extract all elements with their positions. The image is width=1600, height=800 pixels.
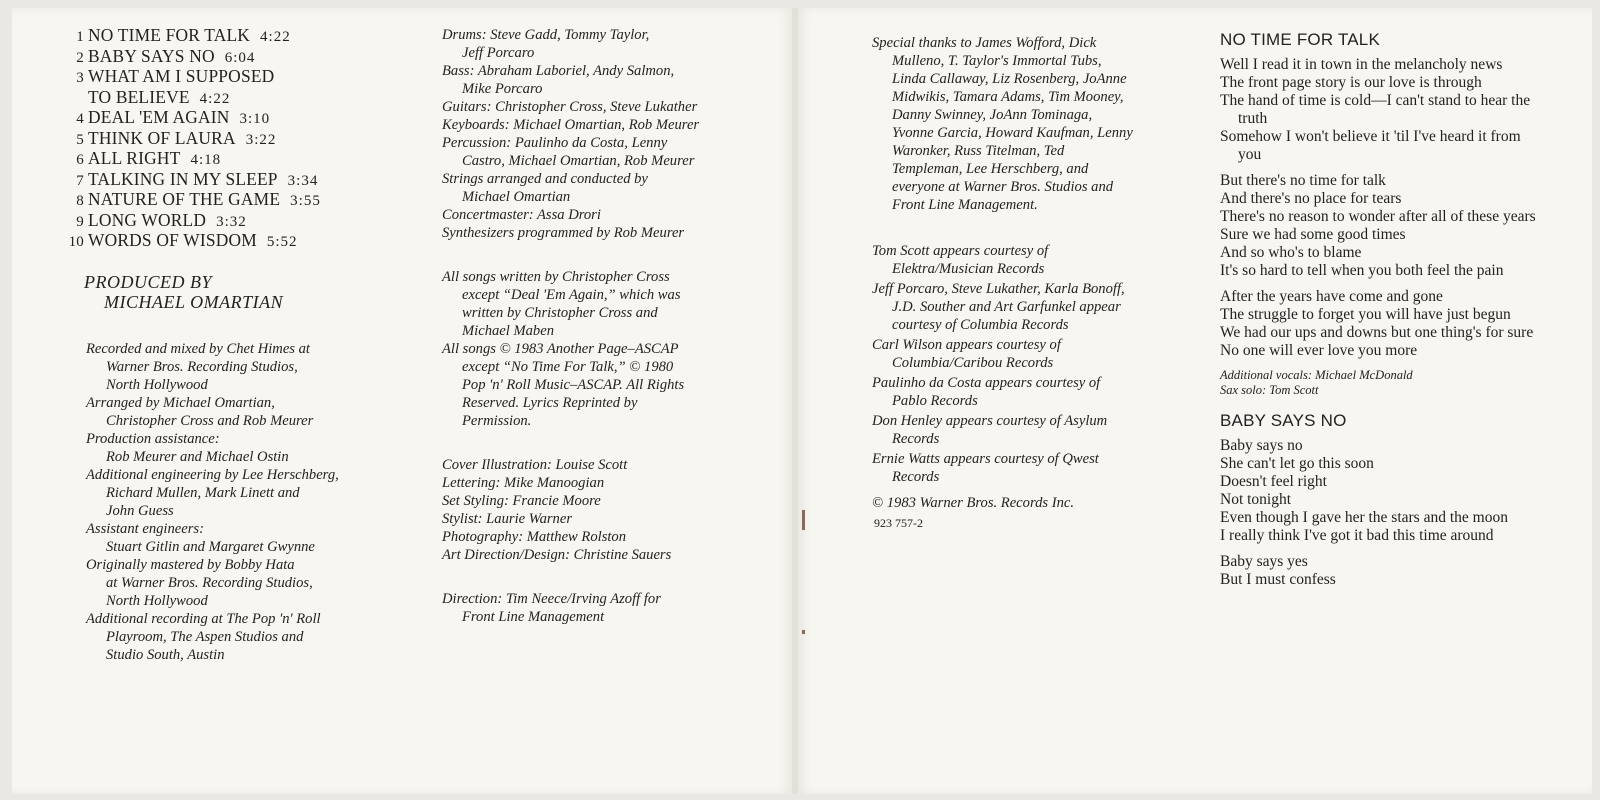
credit-line: Art Direction/Design: Christine Sauers [442, 547, 672, 563]
courtesy-credits [872, 242, 1202, 486]
credit-line: Lettering: Mike Manoogian [442, 475, 605, 491]
credit-line: Elektra/Musician Records [892, 261, 1045, 277]
credit-line: Guitars: Christopher Cross, Steve Lukather [442, 99, 698, 115]
track-time: 4:22 [260, 29, 291, 45]
lyric-line: The hand of time is cold—I can't stand to hear the truth [1220, 92, 1531, 127]
track-title: TO BELIEVE [88, 86, 190, 107]
track-number: 9 [76, 213, 84, 230]
credit-line: Stylist: Laurie Warner [442, 511, 572, 527]
credit-line: Warner Bros. Recording Studios, [106, 359, 298, 375]
track-title: DEAL 'EM AGAIN [88, 107, 230, 127]
credit-line: Direction: Tim Neece/Irving Azoff for [442, 591, 661, 607]
lyric-line: Baby says no [1220, 437, 1303, 454]
credit-line: Don Henley appears courtesy of Asylum [872, 413, 1108, 429]
credit-line: Additional recording at The Pop 'n' Roll [86, 611, 321, 627]
credit-line: Photography: Matthew Rolston [442, 529, 627, 545]
credit-line: All songs written by Christopher Cross [442, 269, 670, 285]
credit-line: Rob Meurer and Michael Ostin [106, 449, 289, 465]
song-title-baby-says-no: BABY SAYS NO [1220, 411, 1347, 430]
credit-line: Jeff Porcaro, Steve Lukather, Karla Bonoff, [872, 281, 1125, 297]
track-row [56, 67, 396, 88]
credit-line: Originally mastered by Bobby Hata [86, 557, 295, 573]
credit-line: Yvonne Garcia, Howard Kaufman, Lenny [892, 125, 1133, 141]
lyric-line: I really think I've got it bad this time around [1220, 527, 1494, 544]
song-credit-line: Additional vocals: Michael McDonald [1220, 368, 1413, 382]
producer-credit [84, 272, 283, 312]
lyric-line: Even though I gave her the stars and the moon [1220, 509, 1508, 526]
credit-line: Production assistance: [86, 431, 220, 447]
credit-line: at Warner Bros. Recording Studios, [106, 575, 313, 591]
credit-line: Ernie Watts appears courtesy of Qwest [872, 451, 1099, 467]
credit-line: Jeff Porcaro [462, 45, 535, 61]
credit-line: Records [892, 469, 940, 485]
credit-line: Additional engineering by Lee Herschberg, [86, 467, 339, 483]
lyrics-column [1220, 30, 1540, 597]
track-row [56, 170, 396, 191]
stanza [1220, 437, 1540, 545]
credit-line: except “Deal 'Em Again,” which was [462, 287, 681, 303]
lyric-line: She can't let go this soon [1220, 455, 1374, 472]
credit-line: Columbia/Caribou Records [892, 355, 1054, 371]
direction-credit [442, 590, 772, 626]
lyric-line: Well I read it in town in the melancholy news [1220, 56, 1503, 73]
track-row [56, 190, 396, 211]
credit-line: John Guess [106, 503, 174, 519]
track-title: BABY SAYS NO [88, 45, 215, 66]
song-credit-line: Sax solo: Tom Scott [1220, 382, 1319, 397]
song-title-no-time-for-talk: NO TIME FOR TALK [1220, 30, 1381, 49]
lyric-line: Doesn't feel right [1220, 473, 1327, 490]
lyric-line: Baby says yes [1220, 553, 1308, 570]
track-title: WHAT AM I SUPPOSED [88, 66, 275, 86]
track-title: TALKING IN MY SLEEP [88, 168, 278, 189]
credit-line: All songs © 1983 Another Page–ASCAP [442, 341, 679, 357]
credit-line: Permission. [462, 413, 532, 429]
track-row [56, 231, 396, 252]
credit-line: Drums: Steve Gadd, Tommy Taylor, [442, 27, 650, 43]
track-row [56, 26, 396, 47]
credit-line: Michael Maben [462, 323, 554, 339]
lyric-line: Not tonight [1220, 491, 1292, 508]
track-time: 5:52 [266, 234, 298, 250]
stanza [1220, 172, 1540, 280]
special-thanks [872, 34, 1202, 214]
credit-line: Templeman, Lee Herschberg, and [892, 161, 1089, 177]
track-time: 3:34 [287, 172, 319, 189]
track-title: LONG WORLD [88, 209, 207, 230]
track-number: 10 [68, 234, 84, 250]
track-row [56, 47, 396, 68]
stanza [1220, 553, 1540, 589]
credit-line: Castro, Michael Omartian, Rob Meurer [462, 153, 695, 169]
credit-line: Waronker, Russ Titelman, Ted [892, 143, 1065, 159]
staple-mark [802, 510, 805, 530]
track-number: 6 [76, 152, 84, 168]
credit-line: Linda Callaway, Liz Rosenberg, JoAnne [892, 71, 1127, 87]
credit-line: Assistant engineers: [86, 521, 204, 537]
track-list [56, 26, 396, 252]
credit-line: Reserved. Lyrics Reprinted by [462, 395, 638, 411]
track-title: ALL RIGHT [88, 148, 181, 168]
credit-line: Front Line Management [462, 609, 605, 625]
credit-line: Carl Wilson appears courtesy of [872, 337, 1061, 353]
lyrics-baby-says-no [1220, 437, 1540, 589]
track-number: 2 [76, 49, 84, 66]
track-number: 4 [76, 111, 84, 127]
credit-line: Strings arranged and conducted by [442, 171, 648, 187]
track-row [56, 88, 396, 109]
track-time: 4:18 [190, 152, 222, 168]
credit-line: courtesy of Columbia Records [892, 317, 1069, 333]
credit-line: Arranged by Michael Omartian, [86, 395, 275, 411]
track-title: WORDS OF WISDOM [88, 230, 257, 250]
credit-line: Pop 'n' Roll Music–ASCAP. All Rights [462, 377, 685, 393]
credit-line: Playroom, The Aspen Studios and [106, 629, 304, 645]
credit-line: Concertmaster: Assa Drori [442, 207, 601, 223]
lyric-line: Somehow I won't believe it 'til I've heard it from you [1220, 128, 1521, 163]
track-time: 6:04 [224, 49, 256, 66]
credit-line: Richard Mullen, Mark Linett and [106, 485, 300, 501]
credit-line: Tom Scott appears courtesy of [872, 243, 1049, 259]
credit-line: Recorded and mixed by Chet Himes at [86, 341, 310, 357]
credit-line: Keyboards: Michael Omartian, Rob Meurer [442, 117, 700, 133]
credit-line: Christopher Cross and Rob Meurer [106, 413, 314, 429]
lyric-line: But there's no time for talk [1220, 172, 1386, 189]
track-number: 8 [76, 193, 84, 209]
lyric-line: We had our ups and downs but one thing's for sure [1220, 324, 1534, 341]
credit-line: Mike Porcaro [462, 81, 543, 97]
stanza [1220, 288, 1540, 360]
producer-label: PRODUCED BY [84, 272, 212, 292]
art-credits [442, 456, 772, 564]
lyric-line: There's no reason to wonder after all of these years [1220, 208, 1536, 225]
credit-line: Set Styling: Francie Moore [442, 493, 601, 509]
credit-line: Special thanks to James Wofford, Dick [872, 35, 1097, 51]
lyric-line: No one will ever love you more [1220, 342, 1418, 359]
lyric-line: It's so hard to tell when you both feel the pain [1220, 262, 1504, 279]
track-time: 4:22 [199, 90, 231, 107]
credit-line: J.D. Souther and Art Garfunkel appear [892, 299, 1121, 315]
songwriting-credits [442, 268, 772, 430]
credit-line: Mulleno, T. Taylor's Immortal Tubs, [892, 53, 1102, 69]
lyric-line: Sure we had some good times [1220, 226, 1406, 243]
credit-line: Danny Swinney, JoAnn Tominaga, [892, 107, 1093, 123]
track-row [56, 108, 396, 129]
track-time: 3:55 [290, 193, 321, 209]
track-title: THINK OF LAURA [88, 127, 236, 148]
track-number: 5 [76, 131, 84, 148]
credit-line: Stuart Gitlin and Margaret Gwynne [106, 539, 315, 555]
credit-line: Cover Illustration: Louise Scott [442, 457, 628, 473]
track-row [56, 211, 396, 232]
credit-line: North Hollywood [106, 593, 208, 609]
credit-line: Midwikis, Tamara Adams, Tim Mooney, [892, 89, 1124, 105]
track-number: 7 [76, 172, 84, 189]
track-number: 1 [76, 29, 84, 45]
credit-line: Pablo Records [892, 393, 978, 409]
copyright-notice: © 1983 Warner Bros. Records Inc. [872, 495, 1075, 511]
credit-line: Michael Omartian [462, 189, 571, 205]
track-time: 3:32 [216, 213, 247, 230]
staple-mark [802, 630, 805, 634]
credit-line: Percussion: Paulinho da Costa, Lenny [442, 135, 668, 151]
track-time: 3:22 [245, 131, 277, 148]
track-title: NO TIME FOR TALK [88, 25, 251, 45]
track-time: 3:10 [239, 111, 271, 127]
track-row [56, 149, 396, 170]
lyric-line: After the years have come and gone [1220, 288, 1443, 305]
producer-name: MICHAEL OMARTIAN [104, 292, 284, 312]
credit-line: written by Christopher Cross and [462, 305, 658, 321]
credit-line: everyone at Warner Bros. Studios and [892, 179, 1114, 195]
credit-line: Records [892, 431, 940, 447]
lyric-line: And so who's to blame [1220, 244, 1362, 261]
catalog-number: 923 757-2 [874, 516, 923, 530]
recording-credits [86, 340, 406, 664]
credit-line: Studio South, Austin [106, 647, 225, 663]
credit-line: Paulinho da Costa appears courtesy of [872, 375, 1101, 391]
lyrics-no-time-for-talk [1220, 56, 1540, 360]
track-title: NATURE OF THE GAME [88, 189, 281, 209]
stanza [1220, 56, 1540, 164]
credit-line: North Hollywood [106, 377, 208, 393]
musician-credits [442, 26, 772, 242]
credit-line: Bass: Abraham Laboriel, Andy Salmon, [442, 63, 675, 79]
lyric-line: But I must confess [1220, 571, 1336, 588]
lyric-line: The struggle to forget you will have just begun [1220, 306, 1511, 323]
track-number: 3 [76, 70, 84, 86]
credit-line: except “No Time For Talk,” © 1980 [462, 359, 674, 375]
lyric-line: The front page story is our love is through [1220, 74, 1482, 91]
song-credits [1220, 368, 1540, 397]
track-row [56, 129, 396, 150]
lyric-line: And there's no place for tears [1220, 190, 1402, 207]
credit-line: Synthesizers programmed by Rob Meurer [442, 225, 685, 241]
credit-line: Front Line Management. [892, 197, 1038, 213]
